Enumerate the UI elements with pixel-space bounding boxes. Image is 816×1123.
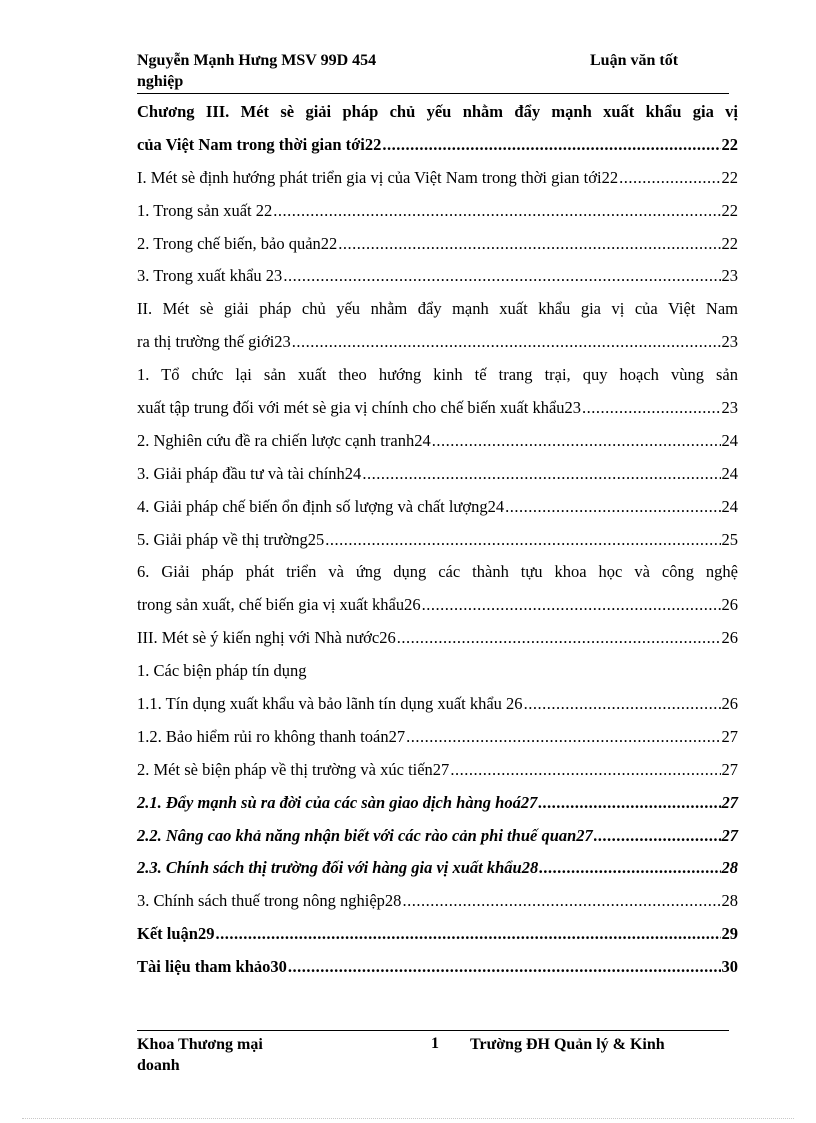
toc-entry-title: 5. Giải pháp về thị trường25	[137, 529, 325, 549]
toc-entry	[137, 852, 738, 885]
toc-entry-page: 26	[721, 595, 738, 615]
footer-university: Trường ĐH Quản lý & Kinh	[470, 1036, 665, 1053]
toc-dot-leader	[402, 885, 720, 918]
toc-entry-page: 22	[721, 200, 738, 220]
toc-entry-title: 3. Giải pháp đầu tư và tài chính24	[137, 463, 362, 483]
toc-entry	[137, 392, 738, 425]
toc-dot-leader	[397, 622, 721, 655]
toc-entry-title: trong sản xuất, chế biến gia vị xuất khẩu26	[137, 595, 421, 615]
toc-entry-title: 1. Trong sản xuất 22	[137, 200, 273, 220]
toc-dot-leader	[594, 820, 721, 853]
footer-rule	[137, 1030, 729, 1031]
toc-entry-title: 1. Tổ chức lại sản xuất theo hướng kinh tế trang trại, quy hoạch vùng sản	[137, 365, 738, 385]
toc-entry	[137, 491, 738, 524]
header-rule	[137, 93, 729, 94]
toc-entry	[137, 951, 738, 984]
footer-faculty-wrap: doanh	[137, 1057, 180, 1074]
toc-entry-page: 27	[721, 825, 738, 845]
toc-entry	[137, 820, 738, 853]
toc-dot-leader	[273, 195, 720, 228]
toc-entry	[137, 129, 738, 162]
toc-entry-page: 22	[721, 233, 738, 253]
toc-entry	[137, 458, 738, 491]
toc-entry-title: Tài liệu tham khảo30	[137, 957, 287, 977]
toc-entry	[137, 655, 738, 688]
toc-entry-title: ra thị trường thế giới23	[137, 332, 291, 352]
toc-entry-page: 23	[721, 332, 738, 352]
toc-dot-leader	[325, 524, 720, 557]
toc-dot-leader	[538, 787, 720, 820]
toc-dot-leader	[450, 754, 720, 787]
toc-entry	[137, 589, 738, 622]
toc-dot-leader	[524, 688, 721, 721]
header-doc-type: Luận văn tốt	[590, 52, 679, 69]
toc-entry	[137, 688, 738, 721]
toc-dot-leader	[432, 425, 721, 458]
toc-entry-page: 28	[721, 858, 738, 878]
toc-entry-page: 27	[721, 792, 738, 812]
toc-entry	[137, 754, 738, 787]
toc-entry	[137, 425, 738, 458]
page-number: 1	[431, 1035, 439, 1052]
toc-entry-title: xuất tập trung đối với mét sè gia vị chính cho chế biến xuất khẩu23	[137, 398, 582, 418]
toc-dot-leader	[422, 589, 721, 622]
toc-entry	[137, 195, 738, 228]
toc-entry-page: 23	[721, 398, 738, 418]
toc-entry	[137, 787, 738, 820]
toc-entry-page: 28	[721, 891, 738, 911]
toc-entry-title: 2. Mét sè biện pháp về thị trường và xúc tiến27	[137, 759, 450, 779]
toc-entry-title: 3. Trong xuất khẩu 23	[137, 266, 283, 286]
toc-entry-page: 26	[721, 628, 738, 648]
toc-entry-title: 6. Giải pháp phát triển và ứng dụng các thành tựu khoa học và công nghệ	[137, 562, 738, 582]
table-of-contents	[137, 96, 738, 984]
toc-entry	[137, 524, 738, 557]
header-author: Nguyễn Mạnh Hưng MSV 99D 454	[137, 52, 377, 69]
toc-entry-page: 22	[721, 167, 738, 187]
toc-entry-page: 24	[721, 496, 738, 516]
toc-entry-page: 25	[721, 529, 738, 549]
toc-entry	[137, 326, 738, 359]
toc-entry	[137, 359, 738, 392]
toc-entry-title: 4. Giải pháp chế biến ổn định số lượng và chất lượng24	[137, 496, 505, 516]
toc-entry	[137, 293, 738, 326]
toc-entry-title: 2.2. Nâng cao khả năng nhận biết với các rào cản phi thuế quan27	[137, 825, 593, 845]
toc-entry-title: Kết luận29	[137, 924, 215, 944]
toc-entry	[137, 228, 738, 261]
toc-dot-leader	[283, 260, 720, 293]
toc-entry-title: 3. Chính sách thuế trong nông nghiệp28	[137, 891, 402, 911]
toc-entry	[137, 918, 738, 951]
toc-dot-leader	[382, 129, 720, 162]
toc-entry-page: 26	[721, 694, 738, 714]
toc-entry-page: 30	[721, 957, 738, 977]
toc-dot-leader	[619, 162, 720, 195]
toc-entry	[137, 721, 738, 754]
toc-entry	[137, 885, 738, 918]
toc-entry	[137, 556, 738, 589]
toc-entry-title: 1.1. Tín dụng xuất khẩu và bảo lãnh tín dụng xuất khẩu 26	[137, 694, 523, 714]
toc-entry-title: 1.2. Bảo hiểm rủi ro không thanh toán27	[137, 726, 406, 746]
toc-entry-title: 2. Trong chế biến, bảo quản22	[137, 233, 338, 253]
toc-entry	[137, 622, 738, 655]
toc-entry-title: II. Mét sè giải pháp chủ yếu nhằm đẩy mạnh xuất khẩu gia vị của Việt Nam	[137, 299, 738, 319]
page-bottom-edge	[22, 1118, 794, 1119]
toc-dot-leader	[582, 392, 720, 425]
footer-faculty: Khoa Thương mại	[137, 1036, 263, 1053]
toc-entry-page: 29	[721, 924, 738, 944]
toc-entry-page: 27	[721, 759, 738, 779]
toc-dot-leader	[215, 918, 720, 951]
toc-entry-page: 24	[721, 463, 738, 483]
toc-entry-page: 24	[721, 430, 738, 450]
toc-entry-title: III. Mét sè ý kiến nghị với Nhà nước26	[137, 628, 396, 648]
header-doc-type-wrap: nghiệp	[137, 73, 184, 90]
toc-dot-leader	[362, 458, 720, 491]
toc-entry-title: 2.1. Đẩy mạnh sù ra đời của các sàn giao dịch hàng hoá27	[137, 792, 538, 812]
toc-entry-page: 22	[721, 134, 738, 154]
toc-entry-page: 23	[721, 266, 738, 286]
toc-entry-title: của Việt Nam trong thời gian tới22	[137, 134, 382, 154]
toc-entry-title: 2. Nghiên cứu đề ra chiến lược cạnh tranh24	[137, 430, 431, 450]
toc-entry	[137, 162, 738, 195]
toc-dot-leader	[288, 951, 721, 984]
toc-entry	[137, 96, 738, 129]
toc-dot-leader	[292, 326, 721, 359]
toc-entry	[137, 260, 738, 293]
toc-dot-leader	[338, 228, 720, 261]
toc-dot-leader	[539, 852, 720, 885]
toc-dot-leader	[505, 491, 720, 524]
toc-dot-leader	[406, 721, 720, 754]
toc-entry-title: 1. Các biện pháp tín dụng	[137, 661, 307, 681]
toc-entry-title: I. Mét sè định hướng phát triển gia vị của Việt Nam trong thời gian tới22	[137, 167, 619, 187]
toc-entry-title: 2.3. Chính sách thị trường đối với hàng gia vị xuất khẩu28	[137, 858, 539, 878]
toc-entry-page: 27	[721, 726, 738, 746]
toc-entry-title: Chương III. Mét sè giải pháp chủ yếu nhằm đẩy mạnh xuất khẩu gia vị	[137, 102, 738, 121]
